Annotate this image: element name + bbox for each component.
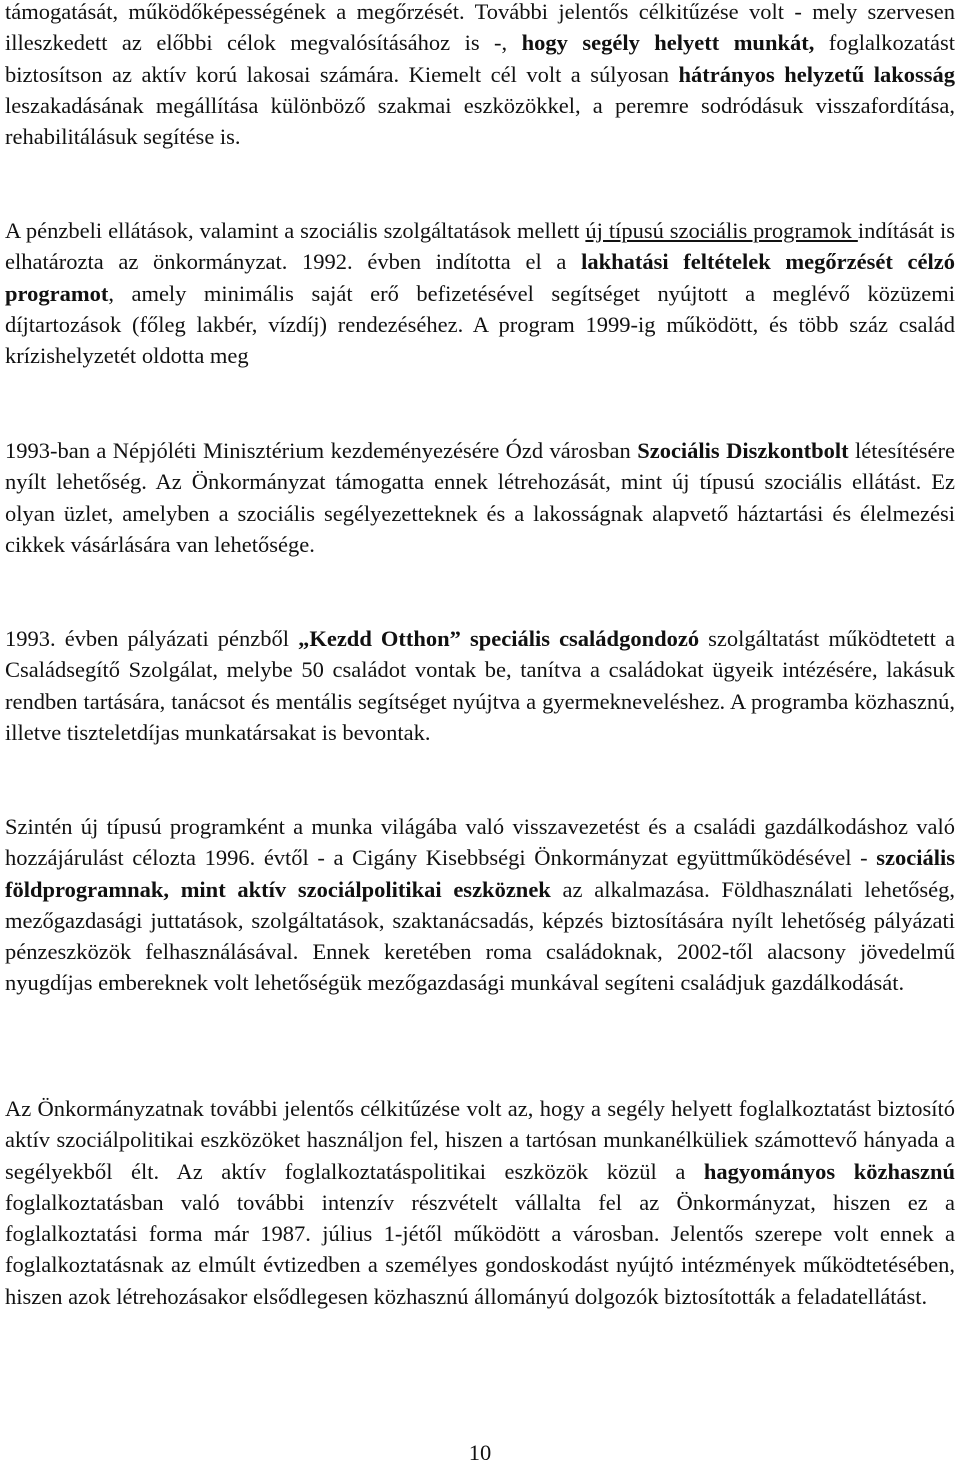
page-number: 10 xyxy=(468,1440,492,1465)
text-run: 1993. évben pályázati pénzből xyxy=(5,626,299,651)
text-run: Az Önkormányzatnak további jelentős célkitűzése volt az, hogy a segély helyett foglalkoztatást biztosító aktív szociálpolitikai eszközöket használjon fel, hiszen a tartósan munkanélküliek számottevő hányada a segélyekből élt. Az aktív foglalkoztatáspolitikai eszközök közül a xyxy=(5,1096,955,1184)
paragraph-6 xyxy=(5,1093,955,1312)
bold-text: hagyományos közhasznú xyxy=(703,1158,956,1184)
text-run: 1993-ban a Népjóléti Minisztérium kezdeményezésére Ózd városban xyxy=(5,438,638,463)
bold-text: hátrányos helyzetű lakosság xyxy=(678,61,955,87)
bold-text: lakhatási feltételek megőrzését célzó programot xyxy=(5,249,955,306)
text-run: szolgáltatást működtetett a Családsegítő Szolgálat, melybe 50 családot vontak be, tanítva a családokat ügyeik intézésére, lakásuk rendben tartására, tanácsot és mentális segítséget nyújtva a gyermekneveléshez. A programba közhasznú, illetve tiszteletdíjas munkatársakat is bevontak. xyxy=(5,626,955,745)
paragraph-2 xyxy=(5,215,955,371)
paragraph-4 xyxy=(5,623,955,748)
text-run: A pénzbeli ellátások, valamint a szociális szolgáltatások mellett xyxy=(5,218,586,243)
underlined-text: új típusú szociális programok xyxy=(585,218,858,243)
text-run: leszakadásának megállítása különböző szakmai eszközökkel, a peremre sodródásuk visszafordítása, rehabilitálásuk segítése is. xyxy=(5,92,955,150)
text-run: , amely minimális saját erő befizetésével segítséget nyújtott a meglévő közüzemi díjtartozások (főleg lakbér, vízdíj) rendezéséhez. A program 1999-ig működött, és több száz család krízishelyzetét oldotta meg xyxy=(5,280,955,369)
paragraph-5 xyxy=(5,811,955,999)
text-run: foglalkoztatásban való további intenzív részvételt vállalta fel az Önkormányzat, hiszen ez a foglalkoztatási forma már 1987. július 1-jétől működött a városban. Jelentős szerepe volt ennek a foglalkoztatásnak az elmúlt évtizedben a személyes gondoskodást nyújtó intézmények működtetésében, hiszen azok létrehozásakor elsődlegesen közhasznú állományú dolgozók biztosították a feladatellátást. xyxy=(5,1189,955,1309)
paragraph-1 xyxy=(5,0,955,152)
text-run: támogatását, működőképességének a megőrzését. További jelentős célkitűzése volt - mely szervesen illeszkedett az előbbi célok megvalósításához is -, xyxy=(5,0,955,56)
text-run: foglalkozatást biztosítson az aktív korú lakosai számára. Kiemelt cél volt a súlyosan xyxy=(5,30,955,87)
text-run: létesítésére nyílt lehetőség. Az Önkormányzat támogatta ennek létrehozását, mint új típusú szociális ellátást. Ez olyan üzlet, amelyben a szociális segélyezetteknek és a lakosságnak alapvető háztartási és élelmezési cikkek vásárlására van lehetősége. xyxy=(5,438,955,557)
text-run: az alkalmazása. Földhasználati lehetőség, mezőgazdasági juttatások, szolgáltatások, szaktanácsadás, képzés biztosítására nyílt lehetőség pályázati pénzeszközök felhasználásával. Ennek keretében roma családoknak, 2002-től alacsony jövedelmű nyugdíjas embereknek volt lehetőségük mezőgazdasági munkával segíteni családjuk gazdálkodását. xyxy=(5,876,955,996)
bold-text: szociális földprogramnak, mint aktív szociálpolitikai eszköznek xyxy=(5,845,955,902)
text-run: Szintén új típusú programként a munka világába való visszavezetést és a családi gazdálkodáshoz való hozzájárulást célozta 1996. évtől - a Cigány Kisebbségi Önkormányzat együttműködésével - xyxy=(5,814,955,871)
paragraph-3 xyxy=(5,435,955,560)
bold-text: Szociális Diszkontbolt xyxy=(637,438,849,463)
bold-text: hogy segély helyett munkát, xyxy=(521,30,815,56)
text-run: indítását is elhatározta az önkormányzat. 1992. évben indította el a xyxy=(5,218,955,275)
bold-text: „Kezdd Otthon” speciális családgondozó xyxy=(298,626,700,651)
